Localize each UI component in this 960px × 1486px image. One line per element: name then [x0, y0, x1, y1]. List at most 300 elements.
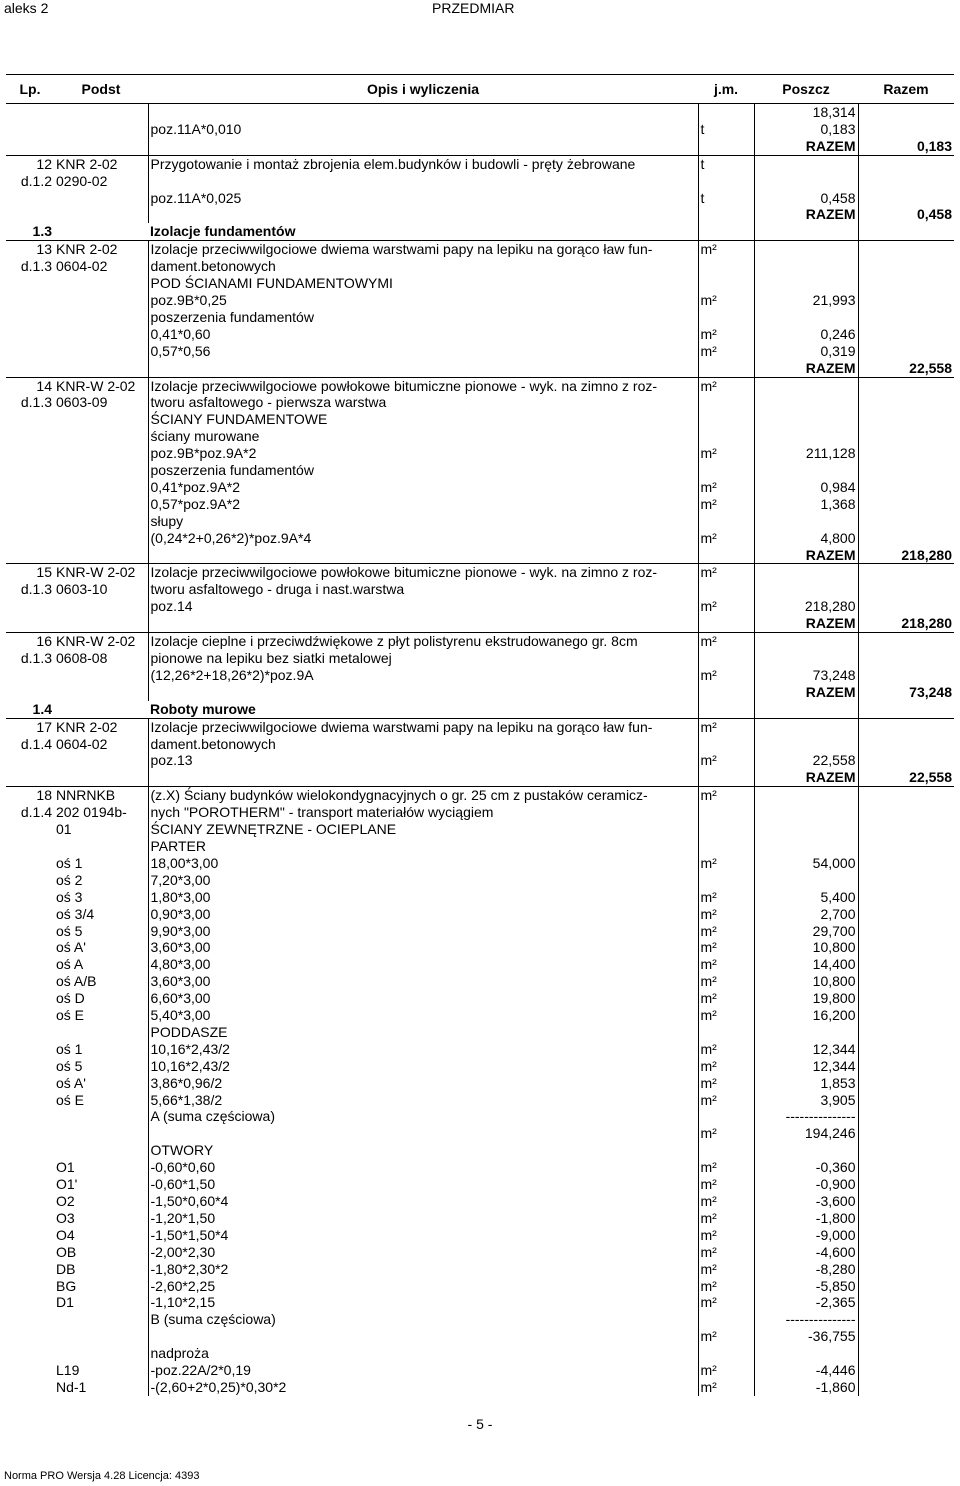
poszcz-cell: [754, 718, 858, 735]
poszcz-cell: -3,600: [754, 1193, 858, 1210]
podst-cell: [54, 547, 148, 564]
opis-cell: PODDASZE: [148, 1024, 698, 1041]
podst-cell: [54, 684, 148, 701]
table-row: [6, 1345, 954, 1362]
podst-cell: O1': [56, 1176, 78, 1193]
poszcz-cell: [754, 804, 858, 821]
podst-cell: [54, 445, 148, 462]
table-row: [6, 923, 954, 940]
lp-cell: [6, 838, 54, 855]
podst-cell: [54, 190, 148, 207]
razem-cell: [858, 496, 954, 513]
podst-cell: oś A/B: [56, 973, 97, 990]
poszcz-cell: [754, 428, 858, 445]
lp-cell: [6, 598, 54, 615]
lp-cell: [6, 206, 54, 223]
razem-cell: [858, 1244, 954, 1261]
table-row: [6, 1142, 954, 1159]
razem-cell: [858, 736, 954, 753]
poszcz-cell: [754, 564, 858, 581]
lp-cell: [6, 1379, 54, 1396]
opis-cell: ŚCIANY FUNDAMENTOWE: [148, 411, 698, 428]
opis-cell: Izolacje fundamentów: [150, 223, 296, 240]
poszcz-cell: 12,344: [754, 1041, 858, 1058]
opis-cell: -0,60*1,50: [148, 1176, 698, 1193]
table-row: [6, 821, 954, 838]
razem-cell: [858, 258, 954, 275]
poszcz-cell: -0,360: [754, 1159, 858, 1176]
opis-cell: 0,41*poz.9A*2: [148, 479, 698, 496]
razem-cell: [858, 564, 954, 581]
opis-cell: poszerzenia fundamentów: [148, 309, 698, 326]
opis-cell: 10,16*2,43/2: [148, 1058, 698, 1075]
table-row: [6, 1244, 954, 1261]
table-row: [6, 1159, 954, 1176]
jm-cell: m²: [698, 855, 754, 872]
table-row: [6, 787, 954, 804]
opis-cell: Roboty murowe: [150, 700, 256, 717]
jm-cell: [698, 360, 754, 377]
opis-cell: tworu asfaltowego - pierwsza warstwa: [148, 394, 698, 411]
jm-cell: m²: [698, 1125, 754, 1142]
razem-cell: [858, 275, 954, 292]
poszcz-cell: ---------------: [754, 1108, 858, 1125]
jm-cell: [698, 872, 754, 889]
lp-cell: [6, 1311, 54, 1328]
jm-cell: t: [698, 190, 754, 207]
opis-cell: Izolacje cieplne i przeciwdźwiękowe z płyt polistyrenu ekstrudowanego gr. 8cm: [148, 633, 698, 650]
jm-cell: [698, 821, 754, 838]
lp-cell: [6, 615, 54, 632]
table-row: [6, 445, 954, 462]
opis-cell: 18,00*3,00: [148, 855, 698, 872]
table-row: [6, 513, 954, 530]
opis-cell: 5,40*3,00: [148, 1007, 698, 1024]
table-row: [6, 1294, 954, 1311]
lp-cell: [6, 956, 54, 973]
jm-cell: m²: [698, 718, 754, 735]
opis-cell: -1,50*1,50*4: [148, 1227, 698, 1244]
lp-cell: d.1.3: [20, 258, 52, 275]
section-row: [6, 223, 954, 240]
table-row: [6, 990, 954, 1007]
jm-cell: m²: [698, 1092, 754, 1109]
lp-cell: 18: [6, 787, 54, 804]
table-row: [6, 1311, 954, 1328]
podst-cell: O1: [56, 1159, 75, 1176]
lp-cell: d.1.4: [20, 735, 52, 752]
razem-cell: [858, 973, 954, 990]
podst-cell: 01: [56, 821, 72, 838]
poszcz-cell: 14,400: [754, 956, 858, 973]
razem-cell: [858, 1108, 954, 1125]
poszcz-cell: [754, 258, 858, 275]
razem-cell: [858, 445, 954, 462]
poszcz-cell: 10,800: [754, 973, 858, 990]
license-info: Norma PRO Wersja 4.28 Licencja: 4393: [4, 1470, 200, 1482]
podst-cell: [54, 411, 148, 428]
table-row: [6, 736, 954, 753]
jm-cell: m²: [698, 530, 754, 547]
razem-cell: [858, 1058, 954, 1075]
razem-cell: [858, 701, 954, 718]
poszcz-cell: -5,850: [754, 1278, 858, 1295]
opis-cell: poz.9B*poz.9A*2: [148, 445, 698, 462]
page-number: - 5 -: [467, 1416, 493, 1432]
opis-cell: Przygotowanie i montaż zbrojenia elem.budynków i budowli - pręty żebrowane: [148, 155, 698, 172]
razem-cell: 218,280: [858, 547, 954, 564]
lp-cell: d.1.3: [20, 394, 52, 411]
table-row: [6, 1328, 954, 1345]
razem-row: [6, 206, 954, 223]
lp-cell: [6, 275, 54, 292]
lp-cell: [6, 1294, 54, 1311]
poszcz-cell: 0,984: [754, 479, 858, 496]
poszcz-cell: 16,200: [754, 1007, 858, 1024]
jm-cell: [698, 462, 754, 479]
jm-cell: m²: [698, 1075, 754, 1092]
col-poszcz-header: Poszcz: [754, 75, 858, 104]
opis-cell: [148, 206, 698, 223]
razem-cell: [858, 326, 954, 343]
opis-cell: A (suma częściowa): [148, 1108, 698, 1125]
podst-cell: [54, 309, 148, 326]
lp-cell: [6, 445, 54, 462]
razem-cell: 73,248: [858, 684, 954, 701]
poszcz-cell: RAZEM: [754, 684, 858, 701]
lp-cell: [6, 1007, 54, 1024]
razem-cell: [858, 1294, 954, 1311]
document-title: PRZEDMIAR: [432, 0, 515, 16]
jm-cell: [698, 258, 754, 275]
poszcz-cell: [754, 872, 858, 889]
razem-cell: [858, 394, 954, 411]
lp-cell: [6, 1159, 54, 1176]
jm-cell: m²: [698, 990, 754, 1007]
poszcz-cell: RAZEM: [754, 547, 858, 564]
razem-cell: [858, 1227, 954, 1244]
opis-cell: Izolacje przeciwwilgociowe dwiema warstwami papy na lepiku na gorąco ław fun-: [148, 718, 698, 735]
poszcz-cell: 29,700: [754, 923, 858, 940]
lp-cell: [6, 973, 54, 990]
razem-cell: 0,183: [858, 138, 954, 155]
poszcz-cell: 54,000: [754, 855, 858, 872]
razem-cell: [858, 1159, 954, 1176]
razem-cell: [858, 1041, 954, 1058]
table-row: [6, 1227, 954, 1244]
table-row: [6, 104, 954, 121]
podst-cell: [54, 360, 148, 377]
podst-cell: oś E: [56, 1091, 85, 1108]
poszcz-cell: -1,860: [754, 1379, 858, 1396]
table-row: [6, 1024, 954, 1041]
jm-cell: [698, 804, 754, 821]
podst-cell: [54, 1142, 148, 1159]
opis-cell: Izolacje przeciwwilgociowe powłokowe bitumiczne pionowe - wyk. na zimno z roz-: [148, 377, 698, 394]
table-row: [6, 190, 954, 207]
razem-cell: [858, 1075, 954, 1092]
col-podst-header: Podst: [54, 75, 148, 104]
razem-cell: [858, 598, 954, 615]
razem-cell: [858, 530, 954, 547]
poszcz-cell: -4,446: [754, 1362, 858, 1379]
opis-cell: 10,16*2,43/2: [148, 1041, 698, 1058]
jm-cell: [698, 223, 754, 240]
podst-cell: [54, 1345, 148, 1362]
poszcz-cell: 1,368: [754, 496, 858, 513]
table-row: [6, 1075, 954, 1092]
opis-cell: dament.betonowych: [148, 258, 698, 275]
lp-cell: [6, 889, 54, 906]
jm-cell: [698, 309, 754, 326]
poszcz-cell: RAZEM: [754, 769, 858, 786]
poszcz-cell: [754, 1024, 858, 1041]
jm-cell: t: [698, 155, 754, 172]
jm-cell: [698, 513, 754, 530]
poszcz-cell: 1,853: [754, 1075, 858, 1092]
lp-cell: [6, 513, 54, 530]
razem-cell: [858, 1176, 954, 1193]
table-row: [6, 667, 954, 684]
razem-cell: [858, 155, 954, 172]
opis-cell: -1,50*0,60*4: [148, 1193, 698, 1210]
podst-cell: 0608-08: [56, 650, 108, 666]
razem-cell: [858, 633, 954, 650]
opis-cell: nadproża: [148, 1345, 698, 1362]
poszcz-cell: [754, 462, 858, 479]
poszcz-cell: [754, 633, 858, 650]
jm-cell: m²: [698, 479, 754, 496]
lp-cell: [6, 138, 54, 155]
opis-cell: poz.14: [148, 598, 698, 615]
razem-row: [6, 547, 954, 564]
opis-cell: -2,60*2,25: [148, 1278, 698, 1295]
razem-cell: [858, 223, 954, 240]
opis-cell: (z.X) Ściany budynków wielokondygnacyjnych o gr. 25 cm z pustaków ceramicz-: [148, 787, 698, 804]
lp-cell: [6, 428, 54, 445]
razem-cell: [858, 309, 954, 326]
podst-cell: 0604-02: [56, 258, 108, 275]
table-row: [6, 956, 954, 973]
poszcz-cell: 0,319: [754, 343, 858, 360]
lp-cell: d.1.3: [20, 650, 52, 666]
poszcz-cell: 5,400: [754, 889, 858, 906]
jm-cell: m²: [698, 1294, 754, 1311]
podst-cell: oś 3/4: [56, 905, 95, 922]
section-row: [6, 701, 954, 718]
opis-cell: 0,57*0,56: [148, 343, 698, 360]
jm-cell: m²: [698, 564, 754, 581]
jm-cell: m²: [698, 1362, 754, 1379]
table-row: [6, 326, 954, 343]
podst-cell: KNR 2-02: [54, 155, 148, 172]
podst-cell: Nd-1: [56, 1378, 87, 1395]
opis-cell: -0,60*0,60: [148, 1159, 698, 1176]
jm-cell: m²: [698, 496, 754, 513]
opis-cell: -1,80*2,30*2: [148, 1261, 698, 1278]
opis-cell: POD ŚCIANAMI FUNDAMENTOWYMI: [148, 275, 698, 292]
lp-cell: 14: [6, 377, 54, 394]
jm-cell: [698, 206, 754, 223]
jm-cell: [698, 769, 754, 786]
razem-cell: [858, 173, 954, 190]
table-row: [6, 889, 954, 906]
lp-cell: [6, 1227, 54, 1244]
podst-cell: oś 1: [56, 854, 83, 871]
lp-cell: [6, 190, 54, 207]
opis-cell: [148, 1328, 698, 1345]
jm-cell: [698, 173, 754, 190]
razem-cell: 0,458: [858, 206, 954, 223]
table-row: [6, 633, 954, 650]
jm-cell: m²: [698, 889, 754, 906]
jm-cell: [698, 1142, 754, 1159]
opis-cell: 0,41*0,60: [148, 326, 698, 343]
lp-cell: 15: [6, 564, 54, 581]
razem-row: [6, 615, 954, 632]
lp-cell: [6, 479, 54, 496]
razem-cell: [858, 121, 954, 138]
jm-cell: [698, 684, 754, 701]
jm-cell: [698, 1108, 754, 1125]
podst-cell: [54, 326, 148, 343]
table-row: [6, 155, 954, 172]
poszcz-cell: RAZEM: [754, 206, 858, 223]
poszcz-cell: [754, 377, 858, 394]
lp-cell: [6, 906, 54, 923]
razem-cell: [858, 1362, 954, 1379]
jm-cell: m²: [698, 1041, 754, 1058]
jm-cell: m²: [698, 343, 754, 360]
lp-cell: [6, 1210, 54, 1227]
razem-cell: [858, 1278, 954, 1295]
podst-cell: oś 5: [56, 922, 83, 939]
table-row: [6, 838, 954, 855]
table-row: [6, 1125, 954, 1142]
razem-cell: [858, 411, 954, 428]
lp-cell: [6, 1176, 54, 1193]
poszcz-cell: [754, 275, 858, 292]
table-row: [6, 906, 954, 923]
razem-cell: [858, 190, 954, 207]
poszcz-cell: -2,365: [754, 1294, 858, 1311]
poszcz-cell: [754, 223, 858, 240]
podst-cell: [54, 1125, 148, 1142]
table-row: [6, 377, 954, 394]
razem-cell: [858, 581, 954, 598]
podst-cell: oś A': [56, 1074, 86, 1091]
lp-cell: [6, 923, 54, 940]
podst-cell: 0603-09: [56, 394, 108, 411]
razem-cell: [858, 241, 954, 258]
poszcz-cell: 4,800: [754, 530, 858, 547]
lp-cell: [6, 547, 54, 564]
jm-cell: m²: [698, 633, 754, 650]
opis-cell: PARTER: [148, 838, 698, 855]
lp-cell: [6, 821, 54, 838]
razem-cell: [858, 650, 954, 667]
jm-cell: [698, 1024, 754, 1041]
opis-cell: 5,66*1,38/2: [148, 1092, 698, 1109]
table-row: [6, 872, 954, 889]
podst-cell: KNR-W 2-02: [54, 564, 148, 581]
podst-cell: [54, 838, 148, 855]
jm-cell: [698, 547, 754, 564]
podst-cell: [54, 428, 148, 445]
poszcz-cell: [754, 173, 858, 190]
podst-cell: KNR-W 2-02: [54, 633, 148, 650]
lp-cell: [6, 872, 54, 889]
opis-cell: pionowe na lepiku bez siatki metalowej: [148, 650, 698, 667]
table-row: [6, 650, 954, 667]
document-header: [0, 0, 960, 20]
opis-cell: poz.11A*0,010: [148, 121, 698, 138]
lp-cell: 17: [6, 718, 54, 735]
opis-cell: [148, 684, 698, 701]
razem-row: [6, 138, 954, 155]
lp-cell: [6, 1345, 54, 1362]
razem-cell: [858, 923, 954, 940]
poszcz-cell: ---------------: [754, 1311, 858, 1328]
opis-cell: [148, 360, 698, 377]
table-row: [6, 411, 954, 428]
poszcz-cell: 2,700: [754, 906, 858, 923]
jm-cell: [698, 394, 754, 411]
lp-cell: [6, 939, 54, 956]
table-row: [6, 479, 954, 496]
podst-cell: 202 0194b-: [56, 804, 127, 821]
razem-cell: [858, 889, 954, 906]
jm-cell: m²: [698, 241, 754, 258]
jm-cell: [698, 138, 754, 155]
jm-cell: m²: [698, 1193, 754, 1210]
podst-cell: [54, 479, 148, 496]
poszcz-cell: RAZEM: [754, 615, 858, 632]
razem-row: [6, 769, 954, 786]
table-row: [6, 718, 954, 735]
poszcz-cell: 0,246: [754, 326, 858, 343]
podst-cell: oś D: [56, 990, 85, 1007]
razem-cell: [858, 1007, 954, 1024]
jm-cell: m²: [698, 1278, 754, 1295]
jm-cell: [698, 581, 754, 598]
podst-cell: KNR 2-02: [54, 241, 148, 258]
jm-cell: m²: [698, 906, 754, 923]
lp-cell: [6, 121, 54, 138]
table-row: [6, 121, 954, 138]
table-row: [6, 343, 954, 360]
opis-cell: poz.9B*0,25: [148, 292, 698, 309]
table-row: [6, 1362, 954, 1379]
podst-cell: [54, 104, 148, 121]
opis-cell: 7,20*3,00: [148, 872, 698, 889]
jm-cell: [698, 736, 754, 753]
estimate-table: [6, 74, 954, 1396]
razem-row: [6, 360, 954, 377]
razem-cell: [858, 1379, 954, 1396]
opis-cell: [148, 173, 698, 190]
podst-cell: [54, 1108, 148, 1125]
podst-cell: O2: [56, 1193, 75, 1209]
lp-cell: [6, 1278, 54, 1295]
col-lp-header: Lp.: [6, 75, 54, 104]
poszcz-cell: 218,280: [754, 598, 858, 615]
opis-cell: (0,24*2+0,26*2)*poz.9A*4: [148, 530, 698, 547]
podst-cell: [54, 292, 148, 309]
opis-cell: [148, 138, 698, 155]
lp-cell: [6, 1244, 54, 1261]
lp-cell: [6, 1261, 54, 1278]
